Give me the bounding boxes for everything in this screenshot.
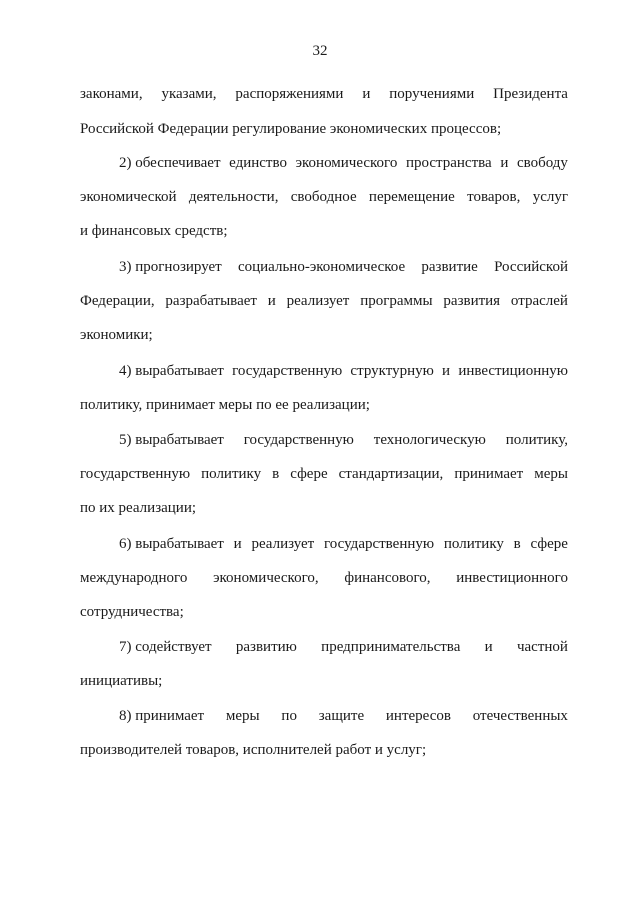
word: 5) вырабатывает: [119, 432, 224, 448]
word: политику: [443, 536, 504, 552]
text-line: экономики;: [80, 327, 153, 343]
word: отечественных: [472, 708, 568, 724]
text-line: по их реализации;: [80, 500, 197, 516]
word: указами,: [161, 86, 217, 102]
word: и: [442, 363, 451, 379]
word: 4) вырабатывает: [119, 363, 224, 379]
word: меры: [534, 466, 568, 482]
word: развития: [443, 293, 501, 309]
word: технологическую: [373, 432, 486, 448]
word: социально-экономическое: [237, 259, 406, 275]
text-line: и финансовых средств;: [80, 223, 228, 239]
word: и: [500, 155, 509, 171]
text-line: [80, 465, 568, 483]
word: предпринимательства: [321, 639, 461, 655]
word: экономического: [295, 155, 398, 171]
word: Президента: [493, 86, 568, 102]
word: деятельности,: [188, 189, 279, 205]
word: сфере: [530, 536, 568, 552]
word: государственную: [80, 466, 191, 482]
word: в: [513, 536, 521, 552]
word: Федерации,: [80, 293, 155, 309]
word: и: [484, 639, 493, 655]
text-line: [119, 258, 568, 276]
text-line: сотрудничества;: [80, 604, 184, 620]
text-line: [119, 362, 568, 380]
word: инвестиционную: [458, 363, 568, 379]
word: свободное: [290, 189, 357, 205]
word: 3) прогнозирует: [119, 259, 222, 275]
text-line: [119, 707, 568, 725]
text-line: Российской Федерации регулирование экономических процессов;: [80, 121, 502, 137]
word: государственную: [243, 432, 354, 448]
word: и: [362, 86, 371, 102]
word: реализует: [286, 293, 350, 309]
word: международного: [80, 570, 188, 586]
word: в: [272, 466, 280, 482]
word: развитие: [421, 259, 478, 275]
word: по: [281, 708, 297, 724]
word: меры: [225, 708, 260, 724]
word: законами,: [80, 86, 143, 102]
text-line: [80, 569, 568, 587]
word: интересов: [385, 708, 451, 724]
word: отраслей: [510, 293, 568, 309]
text-line: [119, 154, 568, 172]
word: программы: [360, 293, 433, 309]
text-line: [119, 431, 568, 449]
word: товаров,: [467, 189, 521, 205]
text-line: политику, принимает меры по ее реализации;: [80, 397, 370, 413]
text-line: [119, 638, 568, 656]
word: 7) содействует: [119, 639, 212, 655]
word: экономического,: [213, 570, 319, 586]
word: государственную: [324, 536, 435, 552]
word: государственную: [232, 363, 343, 379]
word: политику: [201, 466, 262, 482]
word: Российской: [494, 259, 568, 275]
word: 2) обеспечивает: [119, 155, 221, 171]
word: пространства: [405, 155, 492, 171]
text-line: инициативы;: [80, 673, 163, 689]
word: распоряжениями: [235, 86, 344, 102]
word: разрабатывает: [165, 293, 257, 309]
word: политику,: [505, 432, 568, 448]
text-line: производителей товаров, исполнителей работ и услуг;: [80, 742, 427, 758]
word: свободу: [516, 155, 568, 171]
word: 8) принимает: [119, 708, 205, 724]
text-line: [80, 85, 568, 103]
word: 6) вырабатывает: [119, 536, 224, 552]
word: единство: [229, 155, 287, 171]
word: услуг: [532, 189, 568, 205]
word: развитию: [235, 639, 297, 655]
word: структурную: [350, 363, 434, 379]
word: защите: [318, 708, 365, 724]
word: экономической: [80, 189, 177, 205]
word: частной: [516, 639, 568, 655]
word: реализует: [251, 536, 315, 552]
word: стандартизации,: [338, 466, 444, 482]
word: поручениями: [389, 86, 475, 102]
word: и: [233, 536, 242, 552]
text-line: [80, 292, 568, 310]
page-number: 32: [312, 43, 328, 59]
text-line: [119, 535, 568, 553]
word: финансового,: [344, 570, 431, 586]
word: и: [267, 293, 276, 309]
word: инвестиционного: [456, 570, 568, 586]
word: перемещение: [368, 189, 455, 205]
word: принимает: [454, 466, 524, 482]
text-line: [80, 188, 568, 206]
word: сфере: [290, 466, 328, 482]
